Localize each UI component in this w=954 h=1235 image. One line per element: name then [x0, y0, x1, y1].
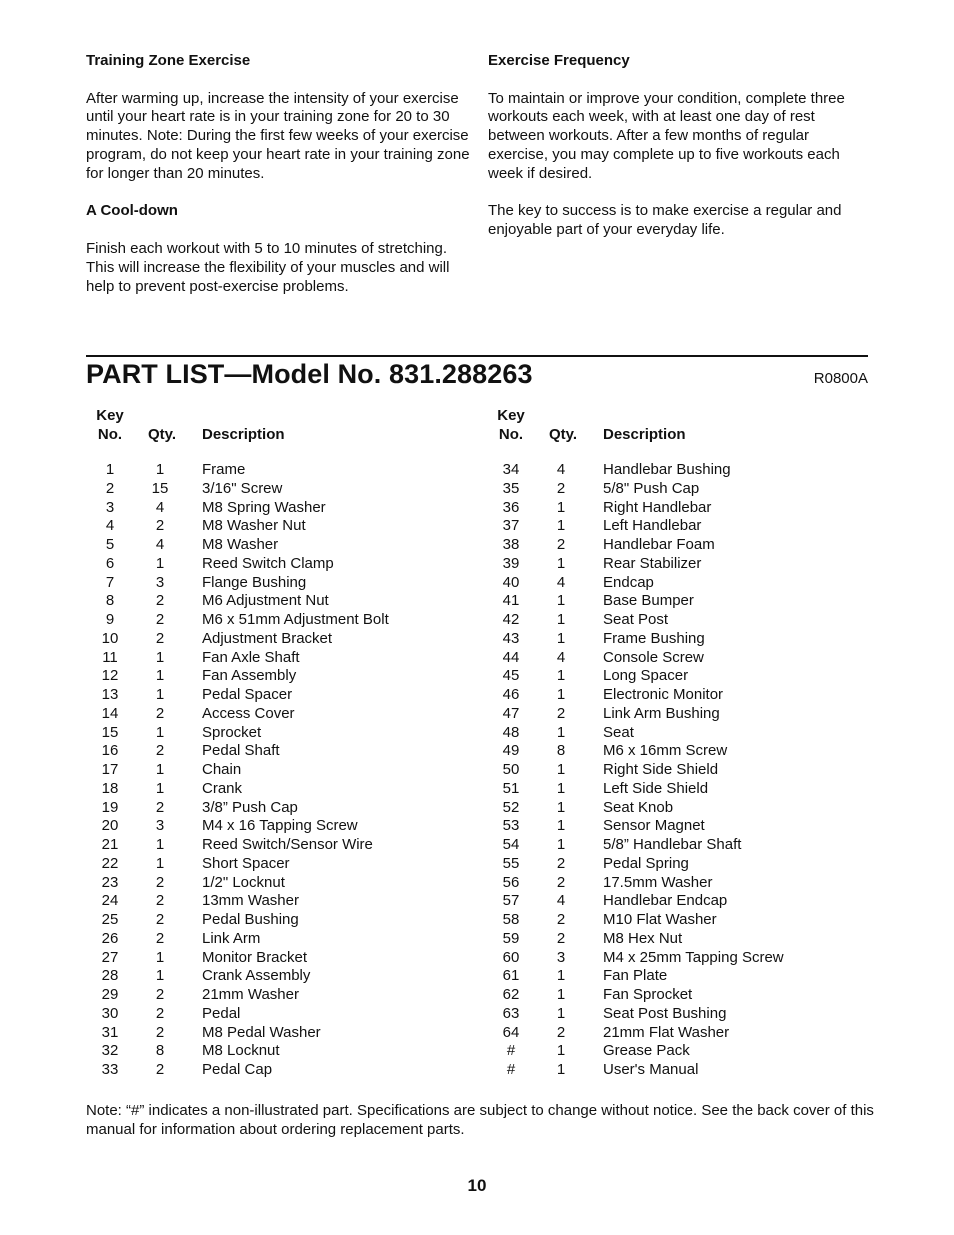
- part-description: 17.5mm Washer: [603, 873, 713, 891]
- part-key-no: 23: [101, 873, 119, 891]
- table-row: [487, 480, 877, 499]
- part-description: Base Bumper: [603, 592, 694, 610]
- page-number: 10: [467, 1176, 487, 1195]
- part-key-no: 31: [101, 1023, 119, 1041]
- table-row: [86, 724, 476, 743]
- part-qty: 1: [556, 686, 566, 703]
- part-key-no: 5: [105, 536, 115, 553]
- table-row: [86, 836, 476, 855]
- part-description: M10 Flat Washer: [603, 911, 717, 928]
- table-row: [86, 517, 476, 536]
- part-key-no: 64: [502, 1023, 520, 1041]
- part-key-no: 9: [105, 611, 115, 628]
- part-qty: 2: [155, 1023, 165, 1041]
- part-description: Crank: [202, 779, 243, 797]
- part-description: Pedal Spring: [603, 854, 689, 872]
- table-row: [86, 930, 476, 949]
- part-qty: 2: [155, 873, 165, 891]
- table-row: [86, 780, 476, 799]
- part-key-no: 15: [101, 723, 119, 741]
- part-qty: 1: [155, 967, 165, 985]
- part-description: Seat Post: [603, 611, 669, 628]
- table-row: [86, 855, 476, 874]
- part-key-no: 61: [502, 967, 520, 985]
- part-qty: 4: [556, 648, 566, 666]
- part-description: Link Arm: [202, 929, 261, 947]
- part-description: Electronic Monitor: [603, 686, 724, 703]
- table-row: [487, 1061, 877, 1080]
- part-key-no: 34: [502, 461, 520, 478]
- part-qty: 1: [556, 836, 566, 853]
- part-description: Flange Bushing: [202, 573, 307, 591]
- part-description: User's Manual: [603, 1061, 699, 1078]
- part-qty: 1: [556, 986, 566, 1003]
- table-row: [487, 686, 877, 705]
- part-qty: 1: [556, 629, 566, 647]
- part-qty: 1: [155, 667, 165, 685]
- part-qty: 1: [556, 723, 566, 741]
- table-row: [86, 1061, 476, 1080]
- table-row: [86, 686, 476, 705]
- part-description: M4 x 25mm Tapping Screw: [603, 948, 784, 966]
- part-qty: 2: [155, 929, 165, 947]
- part-qty: 2: [155, 1061, 165, 1078]
- part-key-no: 40: [502, 573, 520, 591]
- part-key-no: 59: [502, 929, 520, 947]
- part-key-no: 50: [502, 761, 520, 778]
- table-row: [487, 949, 877, 968]
- table-row: [86, 742, 476, 761]
- table-row: [487, 499, 877, 518]
- part-key-no: 62: [502, 986, 520, 1003]
- part-key-no: 51: [502, 779, 520, 797]
- part-description: Sprocket: [202, 723, 262, 741]
- part-key-no: 56: [502, 873, 520, 891]
- table-row: [86, 536, 476, 555]
- part-description: Frame: [202, 461, 246, 478]
- cool-down-heading: A Cool-down: [86, 202, 178, 220]
- part-key-no: 55: [502, 854, 520, 872]
- part-description: Reed Switch Clamp: [202, 554, 334, 572]
- part-qty: 1: [155, 554, 165, 572]
- part-qty: 2: [155, 986, 165, 1003]
- table-row: [487, 911, 877, 930]
- part-key-no: 20: [101, 817, 119, 835]
- table-row: [487, 555, 877, 574]
- part-key-no: 63: [502, 1004, 520, 1022]
- part-key-no: 44: [502, 648, 520, 666]
- part-qty: 8: [155, 1042, 165, 1060]
- part-description: M8 Washer: [202, 536, 279, 553]
- part-key-no: 49: [502, 742, 520, 760]
- part-key-no: 30: [101, 1004, 119, 1022]
- cool-down-text: Finish each workout with 5 to 10 minutes of stretching. This will increase the flexibility of your muscles and will help to prevent post-exercise problems.: [86, 239, 450, 295]
- part-description: Crank Assembly: [202, 967, 311, 985]
- part-qty: 1: [556, 798, 566, 816]
- part-qty: 1: [155, 836, 165, 853]
- part-qty: 1: [556, 1061, 566, 1078]
- qty-header: Qty.: [148, 426, 177, 443]
- part-qty: 3: [556, 948, 566, 966]
- table-row: [86, 574, 476, 593]
- table-row: [86, 911, 476, 930]
- part-key-no: 33: [101, 1061, 119, 1078]
- part-qty: 1: [556, 554, 566, 572]
- part-description: Sensor Magnet: [603, 817, 705, 835]
- part-description: Handlebar Endcap: [603, 892, 728, 910]
- table-row: [86, 1024, 476, 1043]
- part-description: Fan Sprocket: [603, 986, 693, 1003]
- table-row: [86, 630, 476, 649]
- table-row: [487, 630, 877, 649]
- part-key-no: 16: [101, 742, 119, 760]
- part-description: Fan Axle Shaft: [202, 648, 300, 666]
- part-qty: 2: [556, 1023, 566, 1041]
- part-qty: 2: [556, 854, 566, 872]
- description-header: Description: [202, 426, 285, 443]
- part-qty: 2: [155, 911, 165, 928]
- part-description: Fan Assembly: [202, 667, 297, 685]
- part-key-no: 21: [101, 836, 119, 853]
- table-row: [86, 892, 476, 911]
- qty-header: Qty.: [549, 426, 578, 443]
- key-header-line2: No.: [97, 426, 123, 443]
- part-qty: 2: [155, 742, 165, 760]
- part-description: M8 Spring Washer: [202, 498, 326, 516]
- part-key-no: 54: [502, 836, 520, 853]
- cool-down-section: [86, 202, 471, 296]
- table-row: [86, 874, 476, 893]
- part-qty: 1: [155, 779, 165, 797]
- part-key-no: 1: [105, 461, 115, 478]
- table-row: [487, 724, 877, 743]
- part-description: M6 x 51mm Adjustment Bolt: [202, 611, 389, 628]
- part-description: Reed Switch/Sensor Wire: [202, 836, 373, 853]
- part-key-no: 24: [101, 892, 119, 910]
- training-zone-heading: Training Zone Exercise: [86, 52, 251, 69]
- part-qty: 4: [556, 892, 566, 910]
- part-key-no: 42: [502, 611, 520, 628]
- table-row: [487, 667, 877, 686]
- part-description: Short Spacer: [202, 854, 290, 872]
- table-row: [86, 817, 476, 836]
- key-header-line1: Key: [497, 407, 525, 424]
- part-qty: 1: [155, 948, 165, 966]
- part-description: Pedal Spacer: [202, 686, 293, 703]
- table-row: [487, 967, 877, 986]
- part-description: Left Handlebar: [603, 517, 702, 535]
- part-key-no: 14: [101, 704, 119, 722]
- part-qty: 1: [556, 1004, 566, 1022]
- part-description: Console Screw: [603, 648, 704, 666]
- part-key-no: #: [506, 1042, 516, 1060]
- table-row: [487, 1042, 877, 1061]
- part-key-no: 27: [101, 948, 119, 966]
- part-description: Left Side Shield: [603, 779, 709, 797]
- part-qty: 2: [556, 873, 566, 891]
- table-row: [86, 967, 476, 986]
- part-description: Fan Plate: [603, 967, 668, 985]
- part-key-no: 36: [502, 498, 520, 516]
- part-qty: 1: [556, 517, 566, 535]
- part-qty: 2: [155, 1004, 165, 1022]
- table-row: [487, 1024, 877, 1043]
- part-key-no: 45: [502, 667, 520, 685]
- table-row: [487, 611, 877, 630]
- part-description: Right Side Shield: [603, 761, 719, 778]
- table-row: [487, 517, 877, 536]
- part-key-no: 17: [101, 761, 119, 778]
- part-key-no: 8: [105, 592, 115, 610]
- left-column: [86, 52, 471, 315]
- part-key-no: 52: [502, 798, 520, 816]
- part-description: Frame Bushing: [603, 629, 705, 647]
- table-row: [487, 836, 877, 855]
- part-description: Pedal Bushing: [202, 911, 299, 928]
- part-key-no: 53: [502, 817, 520, 835]
- part-description: Grease Pack: [603, 1042, 690, 1060]
- part-description: 21mm Washer: [202, 986, 299, 1003]
- part-qty: 4: [155, 536, 165, 553]
- part-key-no: 41: [502, 592, 520, 610]
- part-qty: 1: [556, 1042, 566, 1060]
- key-to-success-text: The key to success is to make exercise a regular and enjoyable part of your everyday life.: [488, 202, 842, 239]
- table-row: [487, 461, 877, 480]
- table-row: [487, 930, 877, 949]
- part-qty: 1: [556, 967, 566, 985]
- part-key-no: #: [506, 1061, 516, 1078]
- part-description: Pedal Shaft: [202, 742, 280, 760]
- part-description: M6 x 16mm Screw: [603, 742, 728, 760]
- table-row: [487, 649, 877, 668]
- part-qty: 2: [556, 911, 566, 928]
- table-row: [487, 855, 877, 874]
- part-qty: 1: [155, 854, 165, 872]
- part-key-no: 32: [101, 1042, 119, 1060]
- key-header-line1: Key: [96, 407, 124, 424]
- part-key-no: 26: [101, 929, 119, 947]
- part-description: M8 Locknut: [202, 1042, 280, 1060]
- part-qty: 2: [556, 929, 566, 947]
- part-key-no: 47: [502, 704, 520, 722]
- part-key-no: 43: [502, 629, 520, 647]
- part-key-no: 22: [101, 854, 119, 872]
- part-description: M6 Adjustment Nut: [202, 592, 329, 610]
- part-key-no: 6: [105, 554, 115, 572]
- table-row: [86, 799, 476, 818]
- exercise-frequency-section: [488, 52, 873, 240]
- part-key-no: 13: [101, 686, 119, 703]
- part-description: Pedal: [202, 1004, 241, 1022]
- parts-rows-left: [86, 461, 476, 1080]
- part-qty: 2: [556, 536, 566, 553]
- table-row: [86, 949, 476, 968]
- part-qty: 1: [155, 686, 165, 703]
- part-qty: 2: [155, 704, 165, 722]
- table-row: [86, 761, 476, 780]
- part-description: 3/8” Push Cap: [202, 798, 298, 816]
- part-qty: 1: [556, 779, 566, 797]
- part-key-no: 19: [101, 798, 119, 816]
- table-row: [487, 986, 877, 1005]
- parts-rows-right: [487, 461, 877, 1080]
- part-qty: 1: [556, 498, 566, 516]
- training-zone-section: [86, 52, 471, 184]
- part-description: 5/8” Handlebar Shaft: [603, 836, 742, 853]
- part-qty: 1: [556, 592, 566, 610]
- table-row: [487, 799, 877, 818]
- part-description: Pedal Cap: [202, 1061, 273, 1078]
- table-row: [86, 986, 476, 1005]
- part-qty: 1: [155, 648, 165, 666]
- table-row: [487, 705, 877, 724]
- part-description: Handlebar Foam: [603, 536, 715, 553]
- part-qty: 8: [556, 742, 566, 760]
- part-qty: 4: [155, 498, 165, 516]
- table-row: [487, 817, 877, 836]
- part-key-no: 12: [101, 667, 119, 685]
- part-qty: 1: [556, 817, 566, 835]
- part-key-no: 46: [502, 686, 520, 703]
- key-header-line2: No.: [498, 426, 524, 443]
- part-key-no: 37: [502, 517, 520, 535]
- part-description: Handlebar Bushing: [603, 461, 731, 478]
- part-description: Monitor Bracket: [202, 948, 308, 966]
- exercise-frequency-text: To maintain or improve your condition, complete three workouts each week, with at least one day of rest between workouts. After a few months of regular exercise, you may complete up to five workouts each week if desired.: [488, 89, 845, 182]
- part-qty: 1: [155, 461, 165, 478]
- part-description: 21mm Flat Washer: [603, 1023, 730, 1041]
- part-description: Chain: [202, 761, 242, 778]
- exercise-frequency-heading: Exercise Frequency: [488, 52, 630, 69]
- part-description: Access Cover: [202, 704, 295, 722]
- part-qty: 1: [556, 611, 566, 628]
- table-row: [487, 780, 877, 799]
- part-description: Seat: [603, 723, 634, 741]
- training-zone-text: After warming up, increase the intensity of your exercise until your heart rate is in your training zone for 20 to 30 minutes. Note: During the first few weeks of your exercise program, do not keep your heart rate in your training zone for longer than 20 minutes.: [86, 89, 470, 182]
- table-row: [487, 536, 877, 555]
- part-description: Long Spacer: [603, 667, 689, 685]
- part-qty: 2: [155, 592, 165, 610]
- description-header: Description: [603, 426, 686, 443]
- part-description: M4 x 16 Tapping Screw: [202, 817, 358, 835]
- part-qty: 2: [556, 479, 566, 497]
- parts-note: Note: “#” indicates a non-illustrated part. Specifications are subject to change without notice. See the back cover of this manual for information about ordering replacement parts.: [86, 1102, 874, 1138]
- table-row: [86, 592, 476, 611]
- part-key-no: 35: [502, 479, 520, 497]
- part-key-no: 10: [101, 629, 119, 647]
- part-key-no: 28: [101, 967, 119, 985]
- part-qty: 2: [155, 798, 165, 816]
- table-row: [487, 742, 877, 761]
- table-row: [86, 667, 476, 686]
- part-qty: 2: [155, 892, 165, 910]
- table-row: [86, 1042, 476, 1061]
- part-description: 3/16" Screw: [202, 479, 283, 497]
- part-qty: 1: [155, 723, 165, 741]
- part-qty: 15: [151, 479, 169, 497]
- part-description: 5/8" Push Cap: [603, 479, 700, 497]
- table-row: [487, 592, 877, 611]
- part-description: 1/2" Locknut: [202, 873, 285, 891]
- part-qty: 1: [556, 667, 566, 685]
- part-qty: 2: [155, 517, 165, 535]
- table-row: [86, 480, 476, 499]
- part-description: Adjustment Bracket: [202, 629, 333, 647]
- part-description: M8 Washer Nut: [202, 517, 306, 535]
- part-qty: 2: [155, 629, 165, 647]
- part-description: Seat Knob: [603, 798, 674, 816]
- part-qty: 1: [155, 761, 165, 778]
- part-key-no: 18: [101, 779, 119, 797]
- part-description: Rear Stabilizer: [603, 554, 702, 572]
- part-description: M8 Pedal Washer: [202, 1023, 321, 1041]
- part-key-no: 2: [105, 479, 115, 497]
- table-row: [86, 461, 476, 480]
- part-description: Endcap: [603, 573, 654, 591]
- part-qty: 2: [155, 611, 165, 628]
- part-description: Right Handlebar: [603, 498, 712, 516]
- part-key-no: 57: [502, 892, 520, 910]
- part-key-no: 58: [502, 911, 520, 928]
- part-key-no: 4: [105, 517, 115, 535]
- part-key-no: 25: [101, 911, 119, 928]
- part-key-no: 60: [502, 948, 520, 966]
- part-description: M8 Hex Nut: [603, 929, 683, 947]
- table-row: [487, 761, 877, 780]
- part-description: 13mm Washer: [202, 892, 299, 910]
- part-key-no: 29: [101, 986, 119, 1003]
- part-key-no: 11: [102, 648, 118, 666]
- part-key-no: 7: [105, 573, 115, 591]
- part-qty: 4: [556, 573, 566, 591]
- part-description: Link Arm Bushing: [603, 704, 720, 722]
- part-description: Seat Post Bushing: [603, 1004, 727, 1022]
- right-column: [488, 52, 873, 259]
- part-key-no: 3: [105, 498, 115, 516]
- table-row: [487, 892, 877, 911]
- table-row: [86, 499, 476, 518]
- part-qty: 4: [556, 461, 566, 478]
- part-key-no: 48: [502, 723, 520, 741]
- table-row: [487, 1005, 877, 1024]
- part-list-code: R0800A: [813, 370, 868, 387]
- part-qty: 1: [556, 761, 566, 778]
- table-row: [86, 611, 476, 630]
- table-row: [86, 1005, 476, 1024]
- table-row: [487, 874, 877, 893]
- table-row: [487, 574, 877, 593]
- part-key-no: 38: [502, 536, 520, 553]
- table-row: [86, 649, 476, 668]
- table-row: [86, 555, 476, 574]
- part-qty: 2: [556, 704, 566, 722]
- part-qty: 3: [155, 817, 165, 835]
- part-list-title: PART LIST—Model No. 831.288263: [86, 359, 533, 389]
- table-row: [86, 705, 476, 724]
- part-key-no: 39: [502, 554, 520, 572]
- part-qty: 3: [155, 573, 165, 591]
